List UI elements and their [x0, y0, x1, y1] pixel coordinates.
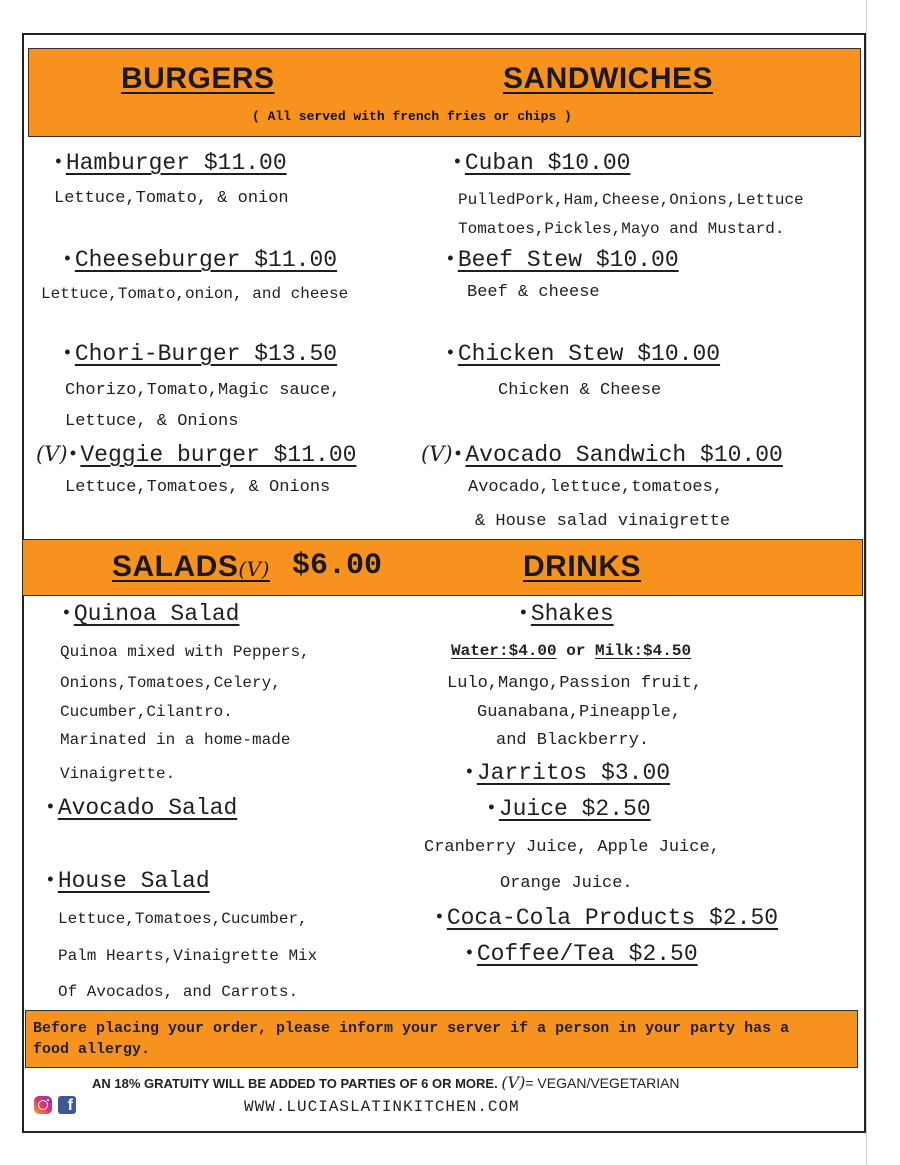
allergy-notice: Before placing your order, please inform your server if a person in your party has a food allergy. — [33, 1020, 790, 1058]
salads-heading: SALADS(V) — [112, 550, 270, 583]
menu-item-coca-cola: •Coca-Cola Products $2.50 — [434, 905, 779, 931]
menu-item-chori-burger: •Chori-Burger $13.50 — [62, 341, 338, 367]
drinks-heading: DRINKS — [523, 550, 642, 583]
menu-item-chicken-stew: •Chicken Stew $10.00 — [445, 341, 721, 367]
burgers-heading: BURGERS — [121, 62, 275, 95]
menu-item-avocado-salad: •Avocado Salad — [45, 795, 238, 821]
item-description: Lulo,Mango,Passion fruit, — [447, 674, 703, 693]
item-description: Lettuce,Tomato, & onion — [54, 189, 289, 208]
fries-note: ( All served with french fries or chips ) — [252, 109, 572, 124]
menu-item-quinoa-salad: •Quinoa Salad — [61, 601, 240, 627]
vegan-marker: (V) — [501, 1073, 526, 1092]
item-description: Onions,Tomatoes,Celery, — [60, 674, 281, 692]
item-description: Chorizo,Tomato,Magic sauce, — [65, 381, 341, 400]
item-description: Of Avocados, and Carrots. — [58, 983, 299, 1001]
item-description: Orange Juice. — [500, 874, 633, 893]
item-description: Palm Hearts,Vinaigrette Mix — [58, 947, 318, 965]
item-description: Chicken & Cheese — [498, 381, 662, 400]
website-link[interactable]: WWW.LUCIASLATINKITCHEN.COM — [244, 1098, 520, 1116]
item-description: Tomatoes,Pickles,Mayo and Mustard. — [458, 220, 785, 238]
item-description: Lettuce,Tomatoes,Cucumber, — [58, 910, 308, 928]
item-description: Cucumber,Cilantro. — [60, 703, 233, 721]
shakes-price-line: Water:$4.00 or Milk:$4.50 — [451, 642, 692, 660]
item-description: Guanabana,Pineapple, — [477, 703, 682, 722]
item-description: PulledPork,Ham,Cheese,Onions,Lettuce — [458, 191, 804, 209]
page-edge — [866, 0, 867, 1165]
item-description: Vinaigrette. — [60, 765, 176, 783]
vegan-marker: (V) — [36, 442, 68, 466]
item-description: Quinoa mixed with Peppers, — [60, 643, 310, 661]
menu-item-avocado-sandwich: (V)•Avocado Sandwich $10.00 — [421, 442, 783, 468]
vegan-marker: (V) — [238, 557, 270, 581]
menu-item-cheeseburger: •Cheeseburger $11.00 — [62, 247, 338, 273]
item-description: Cranberry Juice, Apple Juice, — [424, 838, 720, 857]
menu-item-cuban: •Cuban $10.00 — [452, 150, 631, 176]
instagram-icon[interactable] — [34, 1096, 52, 1114]
menu-item-veggie-burger: (V)•Veggie burger $11.00 — [36, 442, 357, 468]
menu-item-hamburger: •Hamburger $11.00 — [53, 150, 287, 176]
facebook-icon[interactable]: f — [58, 1096, 76, 1114]
salads-price: $6.00 — [292, 549, 383, 583]
menu-item-coffee-tea: •Coffee/Tea $2.50 — [464, 941, 698, 967]
item-description: Avocado,lettuce,tomatoes, — [468, 478, 724, 497]
item-description: Lettuce,Tomato,onion, and cheese — [41, 285, 349, 303]
menu-item-beef-stew: •Beef Stew $10.00 — [445, 247, 679, 273]
sandwiches-heading: SANDWICHES — [503, 62, 714, 95]
item-description: and Blackberry. — [496, 731, 650, 750]
menu-item-shakes: •Shakes — [518, 601, 614, 627]
item-description: Lettuce, & Onions — [65, 412, 239, 431]
item-description: Beef & cheese — [467, 283, 600, 302]
item-description: & House salad vinaigrette — [475, 512, 731, 531]
menu-item-jarritos: •Jarritos $3.00 — [464, 760, 671, 786]
menu-item-house-salad: •House Salad — [45, 868, 210, 894]
menu-item-juice: •Juice $2.50 — [486, 796, 651, 822]
vegan-marker: (V) — [421, 442, 453, 466]
gratuity-notice: AN 18% GRATUITY WILL BE ADDED TO PARTIES OF 6 OR MORE. (V)= VEGAN/VEGETARIAN — [92, 1073, 680, 1092]
item-description: Marinated in a home-made — [60, 731, 291, 749]
item-description: Lettuce,Tomatoes, & Onions — [65, 478, 331, 497]
